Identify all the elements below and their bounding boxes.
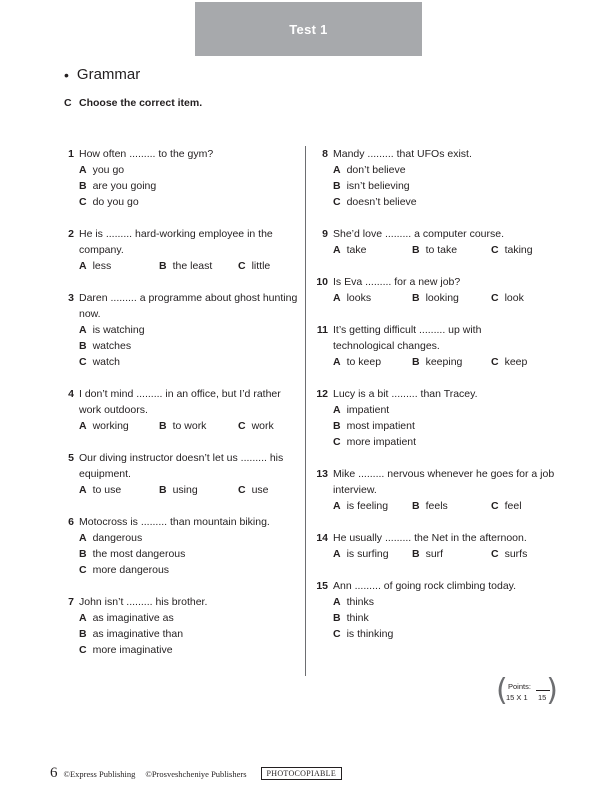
option-letter: A <box>333 404 341 416</box>
option-letter: A <box>79 324 87 336</box>
option-text: surfs <box>504 548 528 560</box>
option-b[interactable] <box>79 626 183 642</box>
option-text: more imaginative <box>92 644 173 656</box>
option-a[interactable] <box>333 594 374 610</box>
option-text: feels <box>425 500 448 512</box>
section-title: Grammar <box>76 66 141 83</box>
option-letter: A <box>333 596 341 608</box>
photocopiable-stamp: PHOTOCOPIABLE <box>261 767 343 780</box>
option-text: to use <box>92 484 122 496</box>
question-stem: Daren ......... a programme about ghost hunting <box>79 292 298 304</box>
option-text: as imaginative as <box>92 612 174 624</box>
question-number: 2 <box>68 228 74 240</box>
instruction-text: Choose the correct item. <box>79 97 203 109</box>
option-text: surf <box>425 548 444 560</box>
option-letter: B <box>159 420 167 432</box>
option-a[interactable] <box>333 290 371 306</box>
option-a[interactable] <box>79 482 121 498</box>
question-number: 15 <box>316 580 328 592</box>
option-letter: C <box>238 420 246 432</box>
option-text: using <box>172 484 198 496</box>
option-letter: C <box>491 356 499 368</box>
option-a[interactable] <box>333 498 388 514</box>
option-text: is surfing <box>346 548 389 560</box>
option-letter: C <box>333 196 341 208</box>
option-text: taking <box>504 244 533 256</box>
page-number: 6 <box>50 765 58 781</box>
option-text: little <box>251 260 271 272</box>
question-stem: equipment. <box>79 468 131 480</box>
option-c[interactable] <box>491 290 524 306</box>
option-b[interactable] <box>412 242 457 258</box>
option-b[interactable] <box>412 290 459 306</box>
option-text: don’t believe <box>346 164 406 176</box>
question-stem: Our diving instructor doesn’t let us ......... his <box>79 452 284 464</box>
option-c[interactable] <box>79 562 169 578</box>
option-c[interactable] <box>238 418 274 434</box>
publisher-1: ©Express Publishing <box>63 768 136 779</box>
option-letter: B <box>412 548 420 560</box>
question-number: 3 <box>68 292 74 304</box>
option-a[interactable] <box>79 530 142 546</box>
instruction <box>64 97 202 109</box>
option-letter: C <box>79 644 87 656</box>
option-b[interactable] <box>159 258 212 274</box>
option-letter: C <box>491 292 499 304</box>
option-letter: B <box>159 260 167 272</box>
option-letter: A <box>79 164 87 176</box>
question-stem: Motocross is ......... than mountain biking. <box>79 516 270 528</box>
question-stem: work outdoors. <box>79 404 148 416</box>
option-text: think <box>346 612 369 624</box>
option-letter: A <box>79 260 87 272</box>
option-letter: A <box>79 420 87 432</box>
option-c[interactable] <box>79 642 173 658</box>
option-letter: C <box>491 548 499 560</box>
option-letter: C <box>333 436 341 448</box>
question-stem: Is Eva ......... for a new job? <box>333 276 461 288</box>
option-a[interactable] <box>79 322 145 338</box>
question-number: 12 <box>316 388 328 400</box>
option-a[interactable] <box>333 546 389 562</box>
option-a[interactable] <box>79 258 111 274</box>
option-text: the most dangerous <box>92 548 186 560</box>
option-b[interactable] <box>159 418 206 434</box>
question-number: 8 <box>322 148 328 160</box>
option-letter: B <box>79 340 87 352</box>
option-text: the least <box>172 260 213 272</box>
option-letter: B <box>79 180 87 192</box>
option-letter: A <box>333 164 341 176</box>
option-text: do you go <box>92 196 139 208</box>
question-number: 14 <box>316 532 328 544</box>
question-stem: She’d love ......... a computer course. <box>333 228 504 240</box>
option-c[interactable] <box>333 194 417 210</box>
option-text: watches <box>92 340 132 352</box>
test-header-bar <box>195 2 422 56</box>
option-letter: B <box>333 420 341 432</box>
bullet-icon: • <box>64 66 69 83</box>
option-b[interactable] <box>79 546 185 562</box>
points-box <box>496 673 558 708</box>
option-letter: C <box>491 244 499 256</box>
option-letter: C <box>238 484 246 496</box>
option-text: looking <box>425 292 459 304</box>
option-text: keep <box>504 356 528 368</box>
option-letter: A <box>333 548 341 560</box>
question-number: 4 <box>68 388 74 400</box>
option-text: are you going <box>92 180 157 192</box>
question-number: 6 <box>68 516 74 528</box>
option-text: to take <box>425 244 458 256</box>
option-text: impatient <box>346 404 390 416</box>
option-letter: B <box>333 612 341 624</box>
points-formula: 15 X 1 <box>506 693 528 702</box>
question-stem: company. <box>79 244 124 256</box>
question-stem: Lucy is a bit ......... than Tracey. <box>333 388 478 400</box>
option-c[interactable] <box>238 482 269 498</box>
option-a[interactable] <box>79 418 129 434</box>
page-footer <box>50 765 342 782</box>
option-text: to work <box>172 420 207 432</box>
points-label: Points: <box>508 682 531 691</box>
option-letter: B <box>412 356 420 368</box>
option-letter: C <box>79 564 87 576</box>
question-stem: It’s getting difficult ......... up with <box>333 324 482 336</box>
test-title: Test 1 <box>289 21 328 37</box>
option-text: look <box>504 292 524 304</box>
option-a[interactable] <box>333 162 406 178</box>
option-b[interactable] <box>159 482 198 498</box>
option-letter: B <box>412 292 420 304</box>
option-letter: A <box>79 612 87 624</box>
option-text: work <box>251 420 274 432</box>
option-text: doesn’t believe <box>346 196 417 208</box>
option-text: most impatient <box>346 420 415 432</box>
option-a[interactable] <box>333 354 381 370</box>
question-stem: interview. <box>333 484 377 496</box>
option-text: use <box>251 484 269 496</box>
option-text: feel <box>504 500 522 512</box>
option-letter: A <box>79 484 87 496</box>
option-letter: B <box>412 500 420 512</box>
option-text: keeping <box>425 356 463 368</box>
option-text: is thinking <box>346 628 394 640</box>
question-stem: technological changes. <box>333 340 440 352</box>
option-b[interactable] <box>412 498 448 514</box>
option-text: you go <box>92 164 125 176</box>
option-text: less <box>92 260 112 272</box>
option-c[interactable] <box>238 258 270 274</box>
publisher-2: ©Prosveshcheniye Publishers <box>145 768 247 779</box>
question-number: 10 <box>316 276 328 288</box>
option-c[interactable] <box>79 354 120 370</box>
option-text: is watching <box>92 324 145 336</box>
option-b[interactable] <box>333 610 369 626</box>
question-stem: He is ......... hard-working employee in the <box>79 228 273 240</box>
option-text: more impatient <box>346 436 417 448</box>
option-letter: C <box>79 356 87 368</box>
option-c[interactable] <box>491 546 527 562</box>
question-stem: now. <box>79 308 101 320</box>
option-text: watch <box>92 356 121 368</box>
option-letter: A <box>79 532 87 544</box>
option-b[interactable] <box>79 338 131 354</box>
option-b[interactable] <box>79 178 156 194</box>
section-heading <box>64 66 140 83</box>
option-letter: B <box>79 628 87 640</box>
option-text: thinks <box>346 596 375 608</box>
question-stem: John isn’t ......... his brother. <box>79 596 208 608</box>
option-c[interactable] <box>491 354 527 370</box>
question-number: 9 <box>322 228 328 240</box>
option-c[interactable] <box>333 626 393 642</box>
option-text: isn’t believing <box>346 180 410 192</box>
option-text: as imaginative than <box>92 628 184 640</box>
question-stem: How often ......... to the gym? <box>79 148 214 160</box>
instruction-letter: C <box>64 97 72 109</box>
question-stem: Ann ......... of going rock climbing today. <box>333 580 517 592</box>
column-divider <box>305 146 306 676</box>
option-c[interactable] <box>79 194 139 210</box>
right-bracket-icon: ) <box>546 673 558 708</box>
option-letter: C <box>79 196 87 208</box>
option-b[interactable] <box>333 178 410 194</box>
option-c[interactable] <box>491 498 522 514</box>
option-text: dangerous <box>92 532 143 544</box>
option-a[interactable] <box>333 242 366 258</box>
question-stem: I don’t mind ......... in an office, but I’d rather <box>79 388 281 400</box>
option-letter: B <box>159 484 167 496</box>
question-number: 1 <box>68 148 74 160</box>
option-text: is feeling <box>346 500 389 512</box>
option-a[interactable] <box>333 402 389 418</box>
option-c[interactable] <box>333 434 416 450</box>
option-letter: C <box>238 260 246 272</box>
option-b[interactable] <box>333 418 415 434</box>
option-text: more dangerous <box>92 564 170 576</box>
question-number: 13 <box>316 468 328 480</box>
question-number: 5 <box>68 452 74 464</box>
option-letter: A <box>333 292 341 304</box>
question-number: 7 <box>68 596 74 608</box>
option-letter: C <box>491 500 499 512</box>
option-letter: A <box>333 244 341 256</box>
option-text: working <box>92 420 129 432</box>
option-b[interactable] <box>412 546 443 562</box>
option-letter: B <box>412 244 420 256</box>
option-letter: C <box>333 628 341 640</box>
question-stem: Mandy ......... that UFOs exist. <box>333 148 472 160</box>
option-a[interactable] <box>79 610 174 626</box>
question-number: 11 <box>316 324 328 336</box>
option-c[interactable] <box>491 242 533 258</box>
question-stem: Mike ......... nervous whenever he goes for a job <box>333 468 555 480</box>
option-text: to keep <box>346 356 382 368</box>
question-stem: He usually ......... the Net in the afternoon. <box>333 532 527 544</box>
points-total: 15 <box>538 693 547 702</box>
option-letter: A <box>333 500 341 512</box>
option-a[interactable] <box>79 162 124 178</box>
option-letter: A <box>333 356 341 368</box>
option-b[interactable] <box>412 354 462 370</box>
option-letter: B <box>79 548 87 560</box>
left-bracket-icon: ( <box>496 673 508 708</box>
option-letter: B <box>333 180 341 192</box>
option-text: looks <box>346 292 372 304</box>
option-text: take <box>346 244 367 256</box>
